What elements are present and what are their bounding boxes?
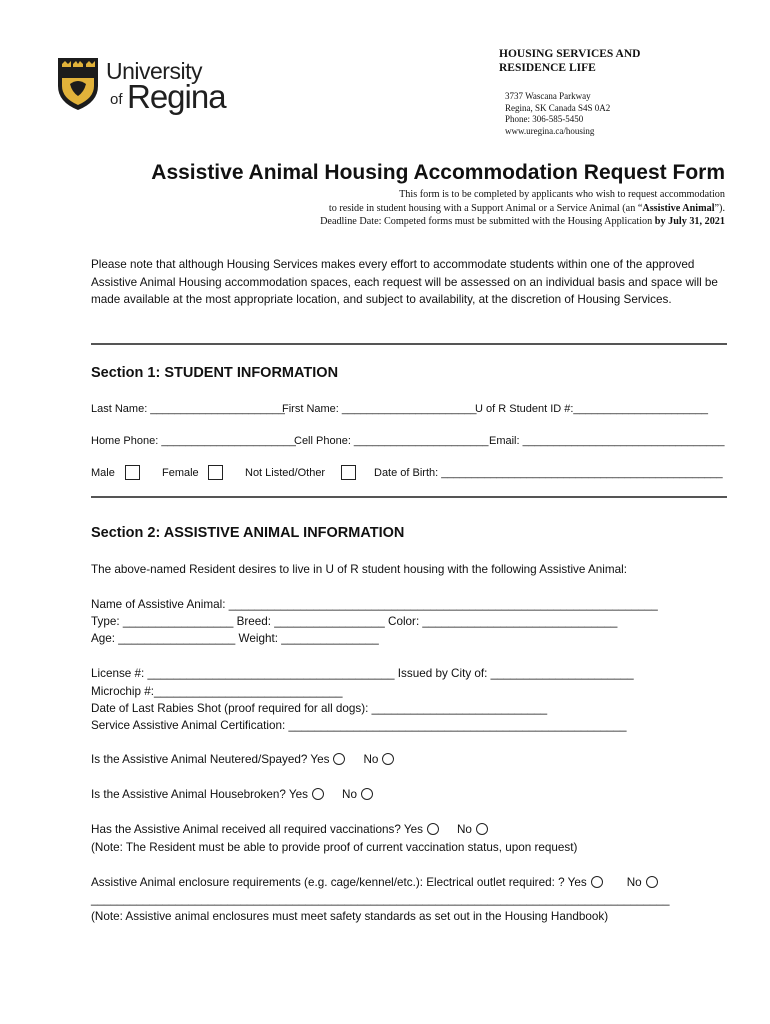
neutered-yes-radio[interactable] xyxy=(333,753,345,765)
enclosure-question: Assistive Animal enclosure requirements (e.g. cage/kennel/etc.): Electrical outlet required: ? Yes No xyxy=(91,876,658,889)
department-name: HOUSING SERVICES AND RESIDENCE LIFE xyxy=(499,48,641,74)
neutered-question: Is the Assistive Animal Neutered/Spayed? Yes No xyxy=(91,753,394,766)
vaccinations-note: (Note: The Resident must be able to provide proof of current vaccination status, upon request) xyxy=(91,841,578,854)
enclosure-field[interactable]: _________________________________________________________________________________________ xyxy=(91,893,670,906)
section2-heading: Section 2: ASSISTIVE ANIMAL INFORMATION xyxy=(91,525,405,541)
logo-wordmark-regina: Regina xyxy=(127,78,226,115)
logo-wordmark-of: of xyxy=(110,91,123,108)
section-divider xyxy=(91,496,727,498)
animal-type-breed-color-field[interactable]: Type: _________________ Breed: _________________ Color: ______________________________ xyxy=(91,615,618,628)
housebroken-question: Is the Assistive Animal Housebroken? Yes No xyxy=(91,788,373,801)
department-address xyxy=(505,91,610,137)
deadline-line: Deadline Date: Competed forms must be submitted with the Housing Application by July 31, 2021 xyxy=(320,216,725,227)
animal-name-field[interactable]: Name of Assistive Animal: __________________________________________________________________ xyxy=(91,598,658,611)
outlet-yes-radio[interactable] xyxy=(591,876,603,888)
section2-intro: The above-named Resident desires to live in U of R student housing with the following Assistive Animal: xyxy=(91,563,627,576)
rabies-shot-field[interactable]: Date of Last Rabies Shot (proof required for all dogs): ___________________________ xyxy=(91,702,548,715)
address-street: 3737 Wascana Parkway xyxy=(505,91,591,101)
date-of-birth-field[interactable]: Date of Birth: ______________________________________________ xyxy=(374,467,723,479)
vaccinations-yes-radio[interactable] xyxy=(427,823,439,835)
notice-paragraph: Please note that although Housing Services makes every effort to accommodate students within one of the approved Assistive Animal Housing accommodation spaces, each request will be assessed on an individual basis and space will be made available at the most appropriate location, and subject to availability, at the discretion of Housing Services. xyxy=(91,258,718,306)
first-name-field[interactable]: First Name: ______________________ xyxy=(282,403,477,415)
enclosure-note: (Note: Assistive animal enclosures must meet safety standards as set out in the Housing Handbook) xyxy=(91,910,609,923)
last-name-field[interactable]: Last Name: ______________________ xyxy=(91,403,285,415)
logo-wordmark-university: University xyxy=(106,58,202,84)
section1-heading: Section 1: STUDENT INFORMATION xyxy=(91,365,339,381)
not-listed-checkbox[interactable] xyxy=(341,465,356,480)
vaccinations-question: Has the Assistive Animal received all required vaccinations? Yes No xyxy=(91,823,488,836)
university-logo xyxy=(56,56,226,114)
outlet-no-radio[interactable] xyxy=(646,876,658,888)
student-id-field[interactable]: U of R Student ID #:______________________ xyxy=(475,403,709,415)
vaccinations-no-radio[interactable] xyxy=(476,823,488,835)
housebroken-yes-radio[interactable] xyxy=(312,788,324,800)
address-city: Regina, SK Canada S4S 0A2 xyxy=(505,102,611,113)
form-title: Assistive Animal Housing Accommodation Request Form xyxy=(151,161,725,184)
male-checkbox[interactable] xyxy=(125,465,140,480)
license-field[interactable]: License #: ______________________________________ Issued by City of: ______________________ xyxy=(91,667,634,680)
animal-age-weight-field[interactable]: Age: __________________ Weight: _______________ xyxy=(91,632,379,645)
male-label: Male xyxy=(91,467,115,479)
not-listed-label: Not Listed/Other xyxy=(245,467,326,479)
female-label: Female xyxy=(162,467,199,479)
cell-phone-field[interactable]: Cell Phone: ______________________ xyxy=(294,435,489,447)
address-phone: Phone: 306-585-5450 xyxy=(505,114,584,124)
certification-field[interactable]: Service Assistive Animal Certification: ____________________________________________________ xyxy=(91,719,627,732)
email-field[interactable]: Email: _________________________________ xyxy=(489,435,725,447)
microchip-field[interactable]: Microchip #:_____________________________ xyxy=(91,685,343,698)
housebroken-no-radio[interactable] xyxy=(361,788,373,800)
address-website: www.uregina.ca/housing xyxy=(505,125,595,136)
crest-icon xyxy=(56,56,100,112)
home-phone-field[interactable]: Home Phone: ______________________ xyxy=(91,435,296,447)
section-divider xyxy=(91,343,727,345)
form-intro: This form is to be completed by applicants who wish to request accommodation to reside in student housing with a Support Animal or a Service Animal (an “Assistive Animal”). Deadline Date: Competed forms must be submitted with the Housing Application by July 31, 2021 xyxy=(320,189,725,227)
neutered-no-radio[interactable] xyxy=(382,753,394,765)
female-checkbox[interactable] xyxy=(208,465,223,480)
